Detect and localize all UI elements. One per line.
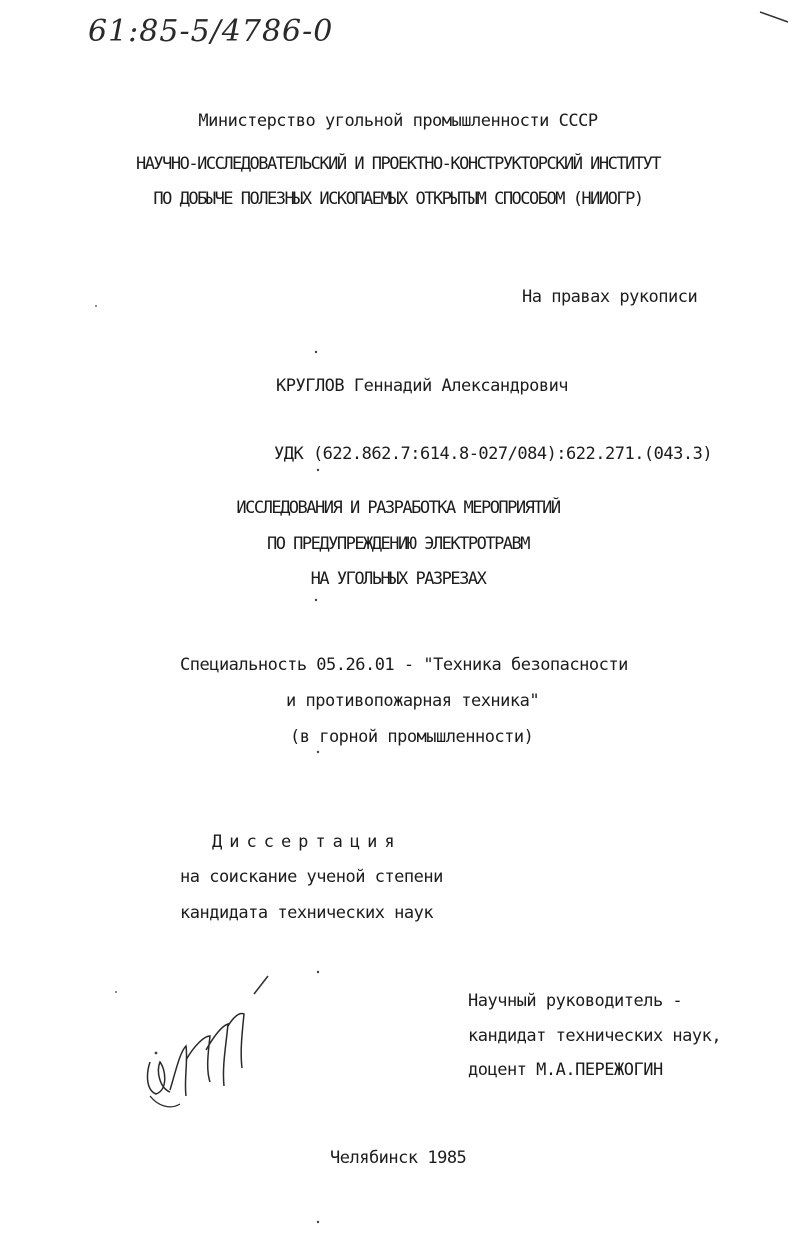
- ministry-line: Министерство угольной промышленности СССР: [198, 111, 598, 131]
- title-line-3: НА УГОЛЬНЫХ РАЗРЕЗАХ: [310, 569, 486, 589]
- speck: [317, 1221, 319, 1223]
- supervisor-line-3: доцент М.А.ПЕРЕЖОГИН: [468, 1060, 663, 1080]
- speck: [315, 351, 317, 353]
- place-and-year: Челябинск 1985: [330, 1148, 467, 1168]
- signature-hook: [150, 1096, 180, 1107]
- dissertation-label: Диссертация: [212, 832, 402, 852]
- supervisor-line-1: Научный руководитель -: [468, 991, 683, 1011]
- supervisor-line-2: кандидат технических наук,: [468, 1026, 722, 1046]
- speck: [317, 751, 319, 753]
- short-pen-stroke: [254, 976, 268, 994]
- author-name: КРУГЛОВ Геннадий Александрович: [276, 376, 569, 396]
- manuscript-rights: На правах рукописи: [522, 287, 698, 307]
- specialty-line-1: Специальность 05.26.01 - "Техника безопасности: [180, 655, 628, 675]
- specialty-line-2: и противопожарная техника": [286, 691, 540, 711]
- udc-code: УДК (622.862.7:614.8-027/084):622.271.(043.3): [274, 444, 713, 464]
- speck: [317, 971, 319, 973]
- speck: [115, 991, 117, 993]
- institute-line-1: НАУЧНО-ИССЛЕДОВАТЕЛЬСКИЙ И ПРОЕКТНО-КОНСТРУКТОРСКИЙ ИНСТИТУТ: [135, 154, 661, 174]
- specialty-line-3: (в горной промышленности): [290, 727, 534, 747]
- dissertation-degree-line-1: на соискание ученой степени: [180, 867, 443, 887]
- corner-pen-mark: [760, 12, 788, 22]
- speck: [155, 1052, 158, 1055]
- archive-number-handwritten: 61:85-5/4786-0: [88, 14, 334, 49]
- institute-line-2: ПО ДОБЫЧЕ ПОЛЕЗНЫХ ИСКОПАЕМЫХ ОТКРЫТЫМ СПОСОБОМ (НИИОГР): [153, 189, 643, 209]
- speck: [95, 305, 97, 307]
- speck: [315, 599, 317, 601]
- signature-handwritten: [148, 1014, 244, 1097]
- title-line-1: ИССЛЕДОВАНИЯ И РАЗРАБОТКА МЕРОПРИЯТИЙ: [236, 498, 560, 518]
- title-line-2: ПО ПРЕДУПРЕЖДЕНИЮ ЭЛЕКТРОТРАВМ: [266, 534, 530, 554]
- speck: [317, 469, 319, 471]
- dissertation-degree-line-2: кандидата технических наук: [180, 903, 434, 923]
